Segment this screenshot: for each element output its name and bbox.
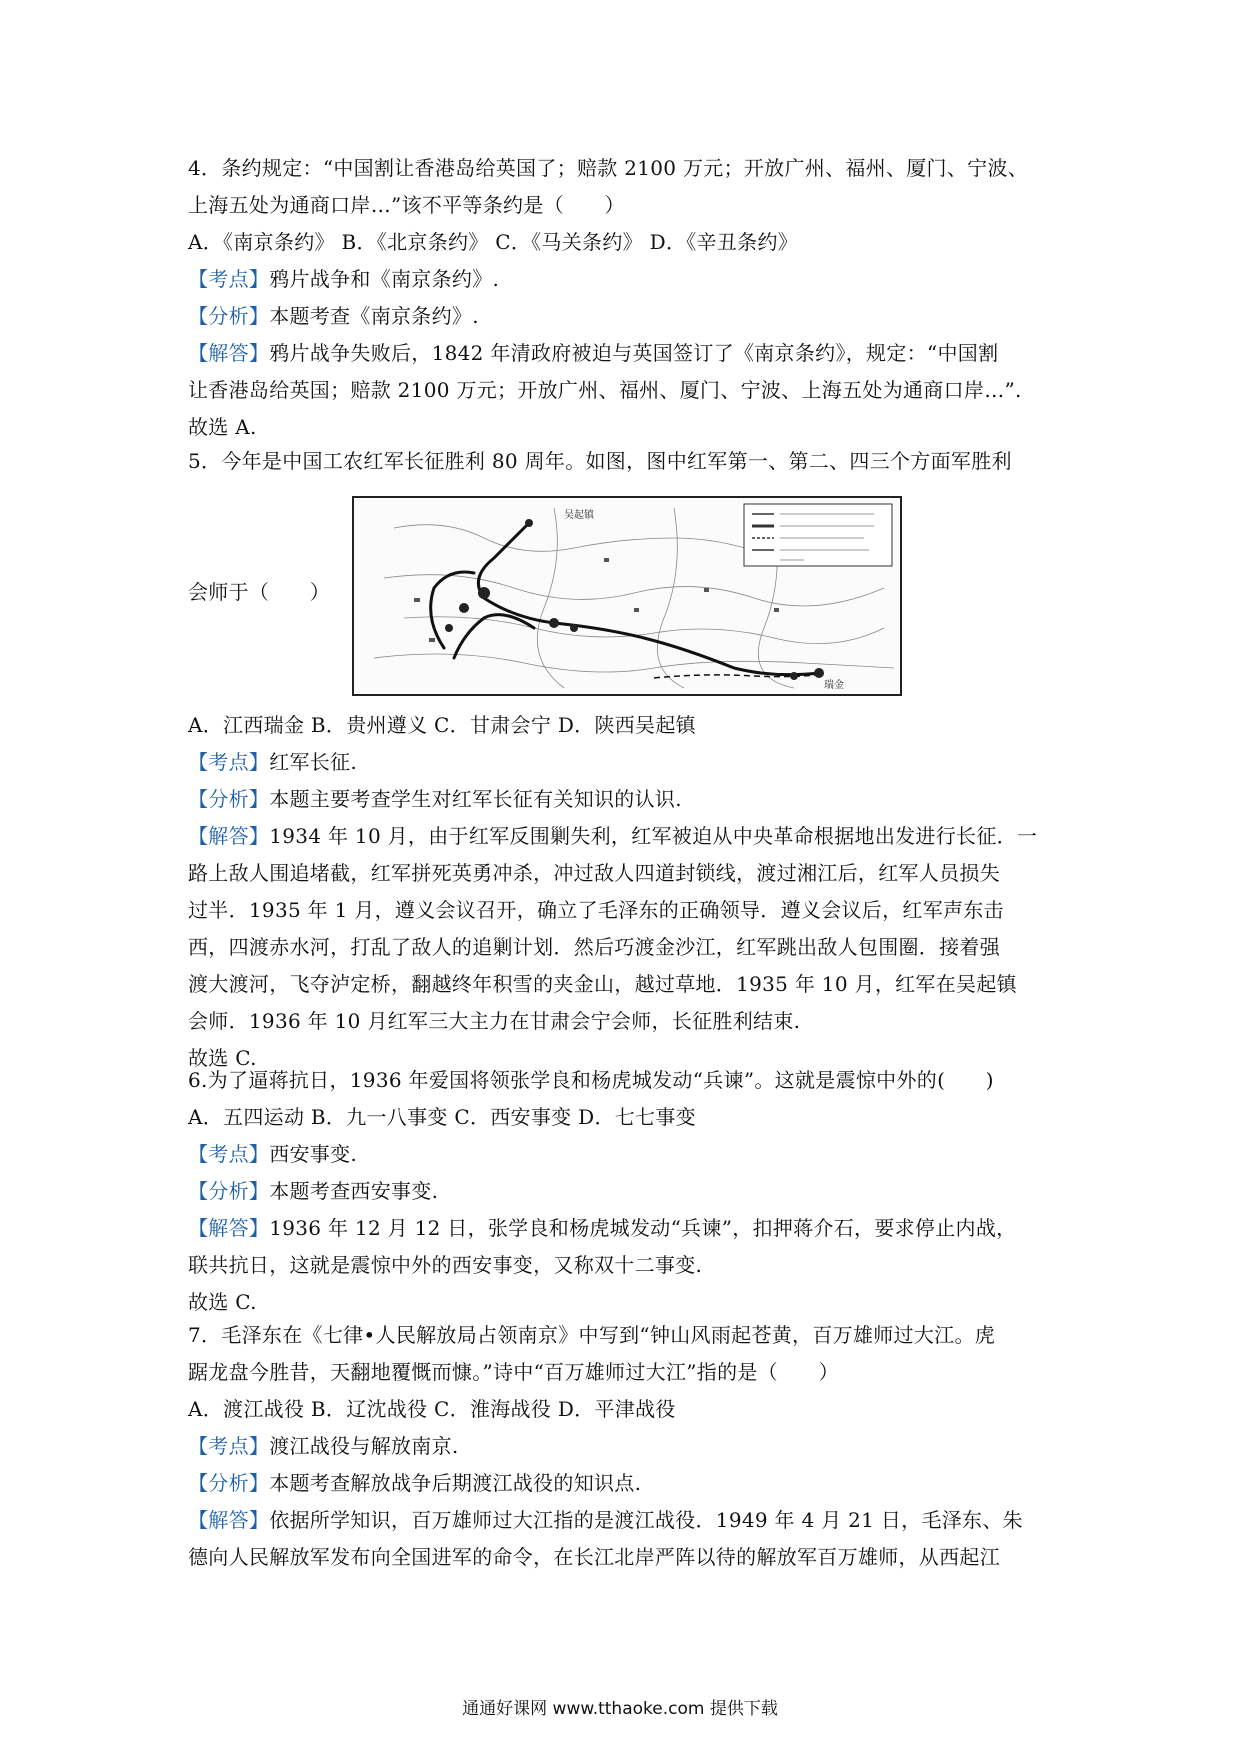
jieda-tag: 【解答】 <box>188 824 270 848</box>
question-stem: 踞龙盘今胜昔，天翻地覆慨而慷。”诗中“百万雄师过大江”指的是（ ） <box>188 1360 839 1384</box>
fenxi-tag: 【分析】 <box>188 304 270 328</box>
jieda-text: 1934 年 10 月，由于红军反围剿失利，红军被迫从中央革命根据地出发进行长征．一 <box>269 824 1038 848</box>
map-label-wuqizhen: 吴起镇 <box>564 510 594 521</box>
jieda-line <box>188 335 1028 372</box>
kaodian-text: 红军长征. <box>269 750 358 774</box>
answer-options: A．江西瑞金 B．贵州遵义 C．甘肃会宁 D．陕西吴起镇 <box>188 713 696 737</box>
map-image <box>354 498 900 694</box>
page-footer: 通通好课网 www.tthaoke.com 提供下载 <box>462 1699 778 1719</box>
fenxi-line <box>188 1465 1023 1502</box>
kaodian-tag: 【考点】 <box>188 267 270 291</box>
kaodian-line <box>188 261 1028 298</box>
answer-options: A．五四运动 B．九一八事变 C．西安事变 D．七七事变 <box>188 1105 696 1129</box>
kaodian-text: 渡江战役与解放南京. <box>269 1434 459 1458</box>
jieda-text: 过半．1935 年 1 月，遵义会议召开，确立了毛泽东的正确领导．遵义会议后，红军声东击 <box>188 898 1004 922</box>
kaodian-line <box>188 1136 1016 1173</box>
jieda-text: 让香港岛给英国；赔款 2100 万元；开放广州、福州、厦门、宁波、上海五处为通商口岸…”. <box>188 378 1022 402</box>
fenxi-line <box>188 781 1037 818</box>
kaodian-text: 西安事变. <box>269 1142 358 1166</box>
question-4 <box>188 150 1028 446</box>
jieda-text: 德向人民解放军发布向全国进军的命令，在长江北岸严阵以待的解放军百万雄师，从西起江 <box>188 1545 1000 1569</box>
jieda-text: 1936 年 12 月 12 日，张学良和杨虎城发动“兵谏”，扣押蒋介石，要求停止内战， <box>269 1216 1017 1240</box>
answer-line: 故选 A. <box>188 415 257 439</box>
fenxi-text: 本题考查解放战争后期渡江战役的知识点. <box>269 1471 642 1495</box>
jieda-line <box>188 1502 1023 1539</box>
jieda-tag: 【解答】 <box>188 1216 270 1240</box>
jieda-text: 渡大渡河，飞夺泸定桥，翻越终年积雪的夹金山，越过草地．1935 年 10 月，红军在吴起镇 <box>188 972 1017 996</box>
kaodian-tag: 【考点】 <box>188 750 270 774</box>
map-label-ruijin: 瑞金 <box>824 680 844 691</box>
kaodian-line <box>188 744 1037 781</box>
question-stem: 会师于（ ） <box>188 580 331 604</box>
question-stem: 7．毛泽东在《七律•人民解放局占领南京》中写到“钟山风雨起苍黄，百万雄师过大江。虎 <box>188 1323 996 1347</box>
jieda-text: 鸦片战争失败后，1842 年清政府被迫与英国签订了《南京条约》，规定：“中国割 <box>269 341 999 365</box>
fenxi-text: 本题考查西安事变. <box>269 1179 439 1203</box>
kaodian-text: 鸦片战争和《南京条约》. <box>269 267 500 291</box>
jieda-tag: 【解答】 <box>188 1508 270 1532</box>
fenxi-tag: 【分析】 <box>188 1179 270 1203</box>
jieda-line <box>188 1210 1016 1247</box>
jieda-tag: 【解答】 <box>188 341 270 365</box>
kaodian-line <box>188 1428 1023 1465</box>
question-7 <box>188 1317 1023 1576</box>
question-5 <box>188 443 1012 480</box>
jieda-line <box>188 818 1037 855</box>
question-6 <box>188 1062 1016 1321</box>
long-march-map <box>352 496 902 696</box>
fenxi-line <box>188 298 1028 335</box>
jieda-text: 联共抗日，这就是震惊中外的西安事变，又称双十二事变. <box>188 1253 703 1277</box>
fenxi-line <box>188 1173 1016 1210</box>
jieda-text: 依据所学知识，百万雄师过大江指的是渡江战役．1949 年 4 月 21 日，毛泽东、朱 <box>269 1508 1023 1532</box>
fenxi-tag: 【分析】 <box>188 787 270 811</box>
question-5-answer <box>188 707 1037 1077</box>
answer-options: A．渡江战役 B．辽沈战役 C．淮海战役 D．平津战役 <box>188 1397 676 1421</box>
answer-line: 故选 C. <box>188 1290 257 1314</box>
question-stem: 4．条约规定：“中国割让香港岛给英国了；赔款 2100 万元；开放广州、福州、厦门、宁波、 <box>188 156 1029 180</box>
map-row <box>188 496 1068 696</box>
fenxi-text: 本题主要考查学生对红军长征有关知识的认识. <box>269 787 682 811</box>
jieda-text: 会师．1936 年 10 月红军三大主力在甘肃会宁会师，长征胜利结束. <box>188 1009 801 1033</box>
fenxi-text: 本题考查《南京条约》. <box>269 304 479 328</box>
fenxi-tag: 【分析】 <box>188 1471 270 1495</box>
question-stem: 5．今年是中国工农红军长征胜利 80 周年。如图，图中红军第一、第二、四三个方面军胜利 <box>188 449 1012 473</box>
answer-options: A．《南京条约》 B．《北京条约》 C．《马关条约》 D．《辛丑条约》 <box>188 230 799 254</box>
kaodian-tag: 【考点】 <box>188 1434 270 1458</box>
answer-line: 故选 C. <box>188 1046 257 1070</box>
kaodian-tag: 【考点】 <box>188 1142 270 1166</box>
question-stem: 上海五处为通商口岸…”该不平等条约是（ ） <box>188 193 625 217</box>
jieda-text: 西，四渡赤水河，打乱了敌人的追剿计划．然后巧渡金沙江，红军跳出敌人包围圈．接着强 <box>188 935 1000 959</box>
question-stem: 6.为了逼蒋抗日，1936 年爱国将领张学良和杨虎城发动“兵谏”。这就是震惊中外的( ) <box>188 1068 994 1092</box>
jieda-text: 路上敌人围追堵截，红军拼死英勇冲杀，冲过敌人四道封锁线，渡过湘江后，红军人员损失 <box>188 861 1000 885</box>
